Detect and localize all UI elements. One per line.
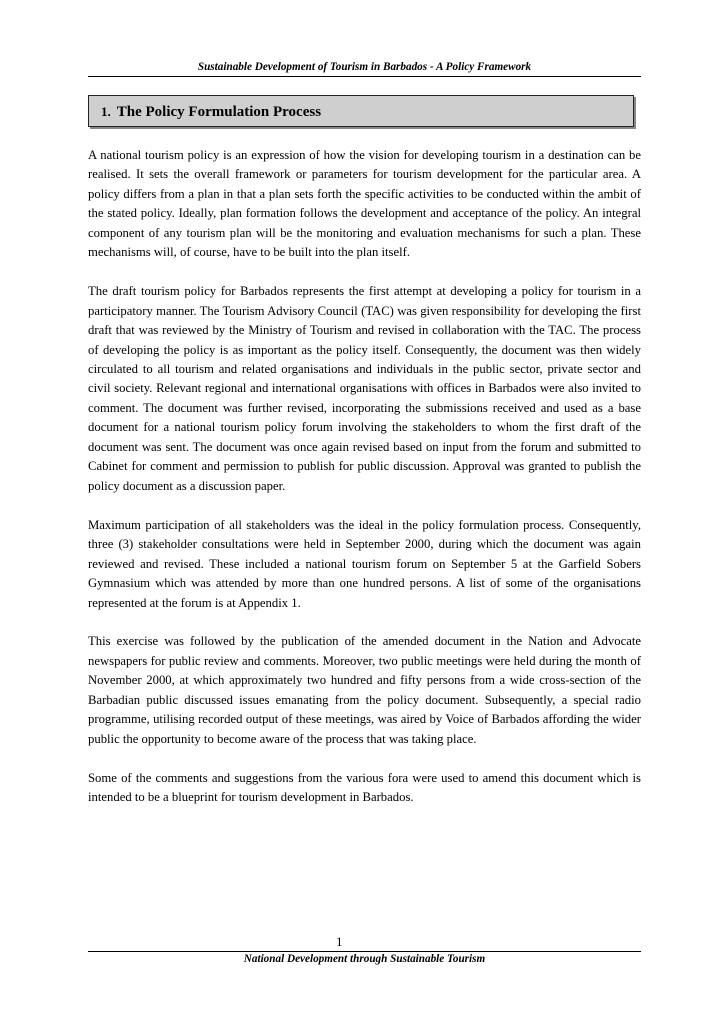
paragraph-4: This exercise was followed by the publication of the amended document in the Nation and Advocate newspapers for public review and comments. Moreover, two public meetings were held during the month of November 2000, at which approximately two hundred and fifty persons from a wide cross-section of the Barbadian public discussed issues emanating from the policy document. Subsequently, a special radio programme, utilising recorded output of these meetings, was aired by Voice of Barbados affording the wider public the opportunity to become aware of the process that was taking place. <box>88 634 641 746</box>
paragraph-3: Maximum participation of all stakeholders was the ideal in the policy formulation process. Consequently, three (3) stakeholder consultations were held in September 2000, during which the document was again reviewed and revised. These included a national tourism forum on September 5 at the Garfield Sobers Gymnasium which was attended by more than one hundred persons. A list of some of the organisations represented at the forum is at Appendix 1. <box>88 517 641 610</box>
body-text <box>88 146 641 827</box>
section-number: 1. <box>101 104 111 119</box>
section-heading <box>101 103 321 121</box>
paragraph-1: A national tourism policy is an expression of how the vision for developing tourism in a destination can be realised. It sets the overall framework or parameters for tourism development for the particular area. A policy differs from a plan in that a plan sets forth the specific activities to be conducted within the ambit of the stated policy. Ideally, plan formation follows the development and acceptance of the policy. An integral component of any tourism plan will be the monitoring and evaluation mechanisms for such a plan. These mechanisms will, of course, have to be built into the plan itself. <box>88 148 641 260</box>
running-footer: National Development through Sustainable Tourism <box>243 953 486 965</box>
running-header: Sustainable Development of Tourism in Barbados - A Policy Framework <box>197 61 532 73</box>
section-heading-box <box>88 95 634 127</box>
page-number: 1 <box>336 934 343 949</box>
section-title: The Policy Formulation Process <box>116 104 322 120</box>
header-rule <box>88 76 641 77</box>
paragraph-2: The draft tourism policy for Barbados represents the first attempt at developing a policy for tourism in a participatory manner. The Tourism Advisory Council (TAC) was given responsibility for developing the first draft that was reviewed by the Ministry of Tourism and revised in collaboration with the TAC. The process of developing the policy is as important as the policy itself. Consequently, the document was then widely circulated to all tourism and related organisations and individuals in the public sector, private sector and civil society. Relevant regional and international organisations with offices in Barbados were also invited to comment. The document was further revised, incorporating the submissions received and used as a base document for a national tourism policy forum involving the stakeholders to whom the first draft of the document was sent. The document was once again revised based on input from the forum and submitted to Cabinet for comment and permission to publish for public discussion. Approval was granted to publish the policy document as a discussion paper. <box>88 284 641 493</box>
paragraph-5: Some of the comments and suggestions from the various fora were used to amend this document which is intended to be a blueprint for tourism development in Barbados. <box>88 770 641 805</box>
